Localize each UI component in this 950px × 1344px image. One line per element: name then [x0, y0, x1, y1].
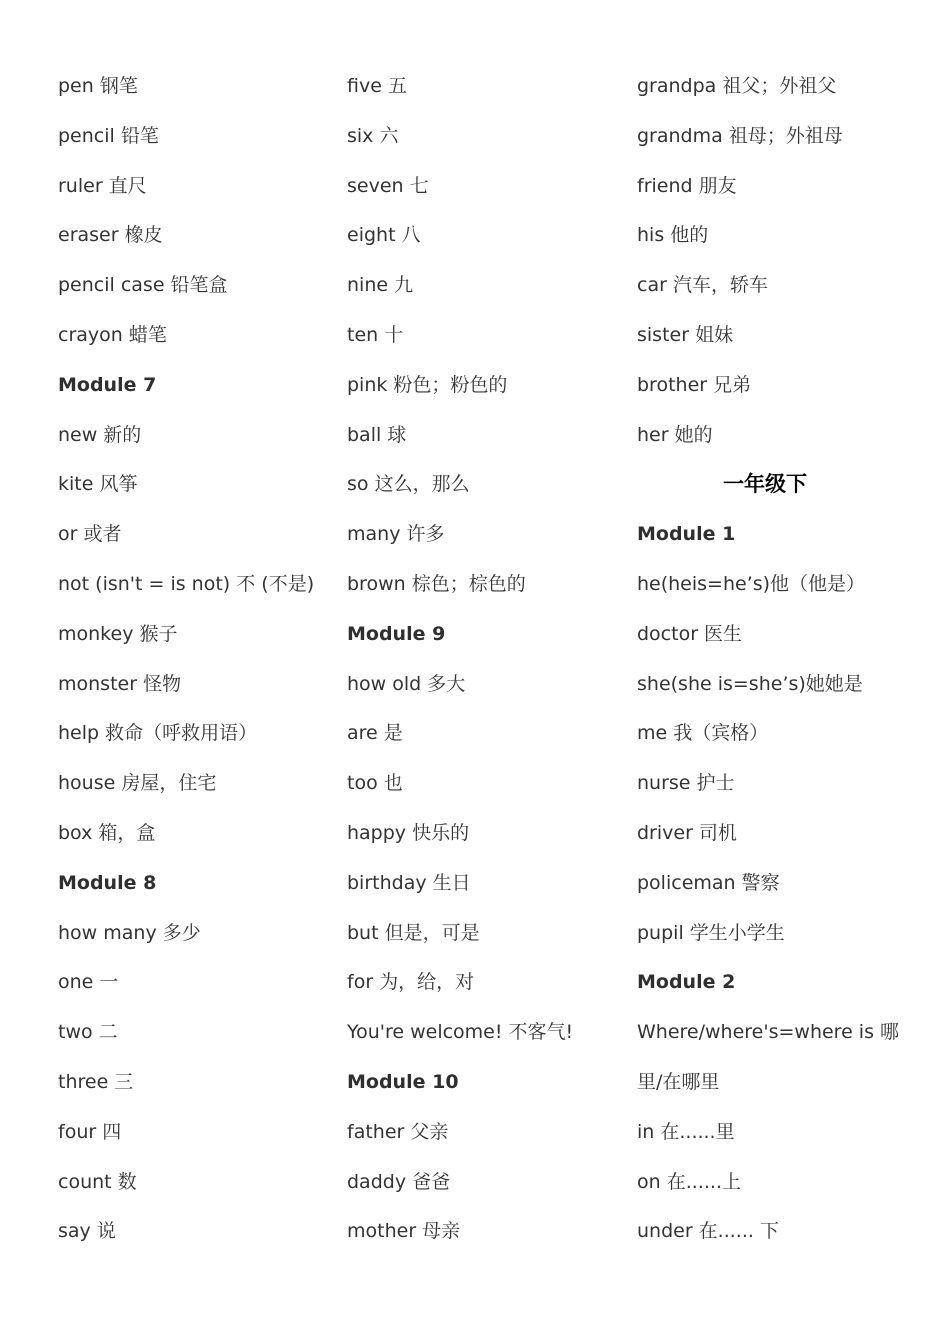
vocab-entry: or 或者 [58, 523, 122, 546]
module-heading: Module 9 [347, 622, 446, 645]
vocab-entry: six 六 [347, 124, 399, 147]
vocab-entry: ball 球 [347, 423, 407, 446]
vocab-column-3 [637, 62, 907, 1257]
vocab-column-2 [347, 62, 627, 1257]
module-heading: Module 8 [58, 871, 157, 894]
vocab-entry: Where/where's=where is 哪 [637, 1021, 900, 1044]
vocab-entry: 里/在哪里 [637, 1070, 720, 1093]
vocab-entry: monster 怪物 [58, 672, 182, 695]
vocab-entry: many 许多 [347, 523, 445, 546]
vocab-entry: ruler 直尺 [58, 174, 147, 197]
vocab-entry: she(she is=she’s)她她是 [637, 672, 863, 695]
vocab-entry: driver 司机 [637, 821, 737, 844]
vocab-entry: You're welcome! 不客气! [347, 1021, 574, 1044]
vocab-entry: me 我（宾格） [637, 722, 769, 745]
vocab-column-1 [58, 62, 338, 1257]
vocab-entry: help 救命（呼救用语） [58, 722, 258, 745]
vocab-entry: doctor 医生 [637, 622, 743, 645]
vocab-entry: are 是 [347, 722, 403, 745]
vocab-entry: seven 七 [347, 174, 429, 197]
grade-heading: 一年级下 [723, 472, 807, 497]
vocab-entry: five 五 [347, 75, 407, 97]
vocab-entry: pupil 学生小学生 [637, 921, 785, 944]
vocab-entry: but 但是，可是 [347, 921, 480, 944]
vocab-entry: crayon 蜡笔 [58, 323, 167, 346]
vocab-entry: box 箱，盒 [58, 821, 156, 844]
vocab-entry: pen 钢笔 [58, 75, 138, 97]
vocab-entry: he(heis=he’s)他（他是） [637, 572, 866, 595]
module-heading: Module 1 [637, 523, 736, 546]
vocab-entry: her 她的 [637, 423, 713, 446]
vocab-entry: grandpa 祖父；外祖父 [637, 75, 837, 97]
vocab-entry: grandma 祖母；外祖母 [637, 124, 843, 147]
vocab-entry: four 四 [58, 1120, 122, 1143]
vocab-entry: monkey 猴子 [58, 622, 178, 645]
vocab-entry: new 新的 [58, 423, 142, 446]
vocab-entry: house 房屋，住宅 [58, 772, 217, 795]
vocab-entry: friend 朋友 [637, 174, 737, 197]
vocab-entry: for 为，给，对 [347, 971, 475, 994]
module-heading: Module 10 [347, 1070, 459, 1093]
vocab-entry: brother 兄弟 [637, 373, 752, 396]
vocab-entry: under 在...... 下 [637, 1220, 779, 1243]
vocab-entry: nurse 护士 [637, 772, 735, 795]
vocab-entry: pink 粉色；粉色的 [347, 373, 508, 396]
vocab-entry: eraser 橡皮 [58, 224, 163, 247]
vocab-entry: his 他的 [637, 224, 709, 247]
vocab-entry: birthday 生日 [347, 871, 471, 894]
vocab-entry: policeman 警察 [637, 871, 780, 894]
vocab-entry: how old 多大 [347, 672, 466, 695]
module-heading: Module 2 [637, 971, 736, 994]
vocab-entry: on 在......上 [637, 1170, 741, 1193]
vocab-entry: three 三 [58, 1070, 134, 1093]
vocab-entry: too 也 [347, 772, 403, 795]
vocab-entry: kite 风筝 [58, 473, 138, 496]
vocab-entry: ten 十 [347, 323, 404, 346]
vocab-entry: pencil 铅笔 [58, 124, 159, 147]
vocab-entry: father 父亲 [347, 1120, 449, 1143]
vocab-entry: pencil case 铅笔盒 [58, 274, 228, 297]
vocab-entry: say 说 [58, 1220, 116, 1243]
vocab-entry: mother 母亲 [347, 1220, 461, 1243]
vocab-entry: two 二 [58, 1021, 118, 1044]
vocab-entry: not (isn't = is not) 不 (不是) [58, 572, 315, 595]
vocab-entry: nine 九 [347, 274, 414, 297]
module-heading: Module 7 [58, 373, 157, 396]
vocab-entry: in 在......里 [637, 1120, 735, 1143]
vocab-entry: count 数 [58, 1170, 137, 1193]
vocab-entry: car 汽车，轿车 [637, 274, 768, 297]
vocab-entry: daddy 爸爸 [347, 1170, 451, 1193]
vocab-entry: sister 姐妹 [637, 323, 734, 346]
vocab-entry: happy 快乐的 [347, 821, 470, 844]
vocab-entry: eight 八 [347, 224, 421, 247]
vocab-entry: one 一 [58, 971, 119, 994]
vocab-entry: so 这么，那么 [347, 473, 470, 496]
vocab-entry: brown 棕色；棕色的 [347, 572, 526, 595]
vocab-entry: how many 多少 [58, 921, 201, 944]
